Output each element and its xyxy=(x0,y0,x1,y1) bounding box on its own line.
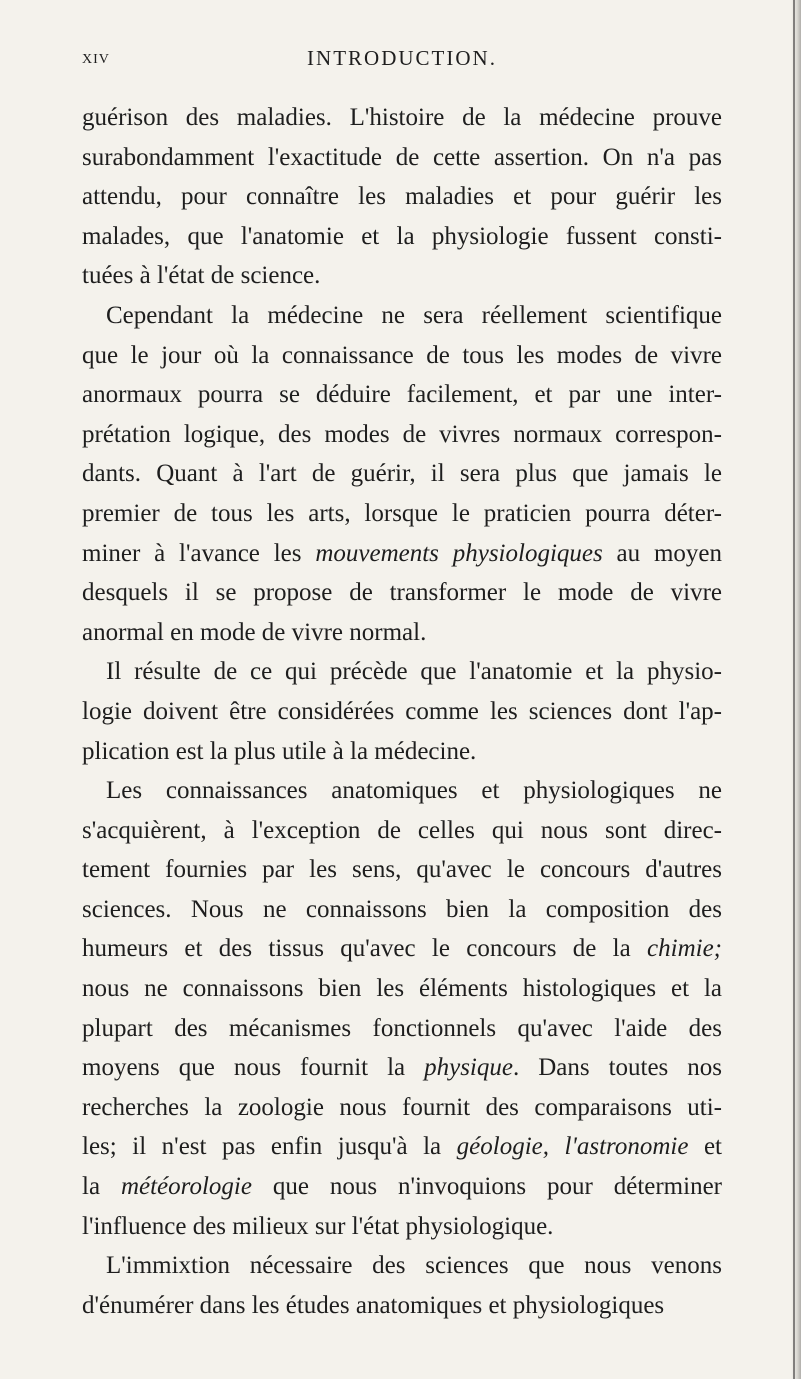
text-line xyxy=(82,850,722,890)
text-line xyxy=(82,494,722,534)
text-segment: premier de tous les arts, lorsque le praticien pourra déter- xyxy=(82,499,722,527)
text-line xyxy=(82,929,722,969)
text-line xyxy=(82,573,722,613)
text-line xyxy=(82,256,722,296)
page-header xyxy=(82,46,722,76)
text-segment: malades, que l'anatomie et la physiologie fussent consti- xyxy=(82,222,722,250)
text-line xyxy=(82,534,722,574)
text-segment: d'énumérer dans les études anatomiques et physiologiques xyxy=(82,1291,665,1319)
text-line xyxy=(82,1009,722,1049)
page-edge-line xyxy=(793,0,795,1379)
italic-term: géologie, l'astronomie xyxy=(456,1133,689,1161)
text-segment: miner à l'avance les xyxy=(82,539,316,567)
italic-term: météorologie xyxy=(120,1173,252,1201)
text-line xyxy=(82,613,722,653)
text-line xyxy=(82,1127,722,1167)
text-segment: recherches la zoologie nous fournit des comparaisons uti- xyxy=(82,1093,722,1121)
text-line xyxy=(82,771,722,811)
text-segment: tuées à l'état de science. xyxy=(82,262,321,290)
text-line xyxy=(82,336,722,376)
text-segment: surabondamment l'exactitude de cette assertion. On n'a pas xyxy=(82,143,722,171)
text-line xyxy=(82,732,722,772)
text-segment: s'acquièrent, à l'exception de celles qui nous sont direc- xyxy=(82,816,722,844)
text-line xyxy=(82,811,722,851)
text-segment: les; il n'est pas enfin jusqu'à la xyxy=(82,1133,457,1161)
text-segment: L'immixtion nécessaire des sciences que nous venons xyxy=(106,1252,722,1280)
italic-term: chimie; xyxy=(647,935,722,963)
text-segment: sciences. Nous ne connaissons bien la composition des xyxy=(82,895,722,923)
text-segment: Il résulte de ce qui précède que l'anatomie et la physio- xyxy=(106,658,722,686)
text-segment: l'influence des milieux sur l'état physiologique. xyxy=(82,1212,554,1240)
page-number: XIV xyxy=(82,52,110,67)
text-line xyxy=(82,98,722,138)
text-line xyxy=(82,217,722,257)
text-line xyxy=(82,1167,722,1207)
italic-term: mouvements physiologiques xyxy=(315,539,603,567)
text-segment: que le jour où la connaissance de tous les modes de vivre xyxy=(82,341,722,369)
text-line xyxy=(82,454,722,494)
text-segment: anormaux pourra se déduire facilement, et par une inter- xyxy=(82,381,722,409)
text-segment: moyens que nous fournit la xyxy=(82,1054,425,1082)
text-line xyxy=(82,969,722,1009)
text-segment: nous ne connaissons bien les éléments histologiques et la xyxy=(82,975,722,1003)
text-line xyxy=(82,1088,722,1128)
text-segment: anormal en mode de vivre normal. xyxy=(82,618,427,646)
text-segment: Les connaissances anatomiques et physiologiques ne xyxy=(106,777,722,805)
text-line xyxy=(82,1207,722,1247)
text-line xyxy=(82,1048,722,1088)
text-line xyxy=(82,375,722,415)
text-segment: plication est la plus utile à la médecine. xyxy=(82,737,477,765)
text-segment: prétation logique, des modes de vivres normaux correspon- xyxy=(82,420,722,448)
text-line xyxy=(82,296,722,336)
text-line xyxy=(82,1246,722,1286)
text-line xyxy=(82,692,722,732)
text-segment: dants. Quant à l'art de guérir, il sera plus que jamais le xyxy=(82,460,722,488)
text-segment: Cependant la médecine ne sera réellement scientifique xyxy=(106,301,722,329)
text-segment: . Dans toutes nos xyxy=(512,1054,722,1082)
running-title: INTRODUCTION. xyxy=(307,46,497,70)
text-line xyxy=(82,1286,722,1326)
text-segment: desquels il se propose de transformer le mode de vivre xyxy=(82,579,722,607)
text-segment: guérison des maladies. L'histoire de la médecine prouve xyxy=(82,104,722,131)
text-line xyxy=(82,177,722,217)
text-segment: humeurs et des tissus qu'avec le concours de la xyxy=(82,935,648,963)
text-segment: plupart des mécanismes fonctionnels qu'avec l'aide des xyxy=(82,1014,722,1042)
text-segment: attendu, pour connaître les maladies et pour guérir les xyxy=(82,183,722,211)
text-segment: la xyxy=(82,1173,121,1201)
italic-term: physique xyxy=(424,1054,513,1082)
text-line xyxy=(82,652,722,692)
text-line xyxy=(82,890,722,930)
text-segment: logie doivent être considérées comme les sciences dont l'ap- xyxy=(82,697,722,725)
text-segment: au moyen xyxy=(602,539,723,567)
body-text xyxy=(82,98,722,1325)
text-line xyxy=(82,415,722,455)
text-segment: tement fournies par les sens, qu'avec le concours d'autres xyxy=(82,856,722,884)
text-segment: et xyxy=(688,1133,723,1161)
text-segment: que nous n'invoquions pour déterminer xyxy=(251,1173,722,1201)
text-line xyxy=(82,138,722,178)
